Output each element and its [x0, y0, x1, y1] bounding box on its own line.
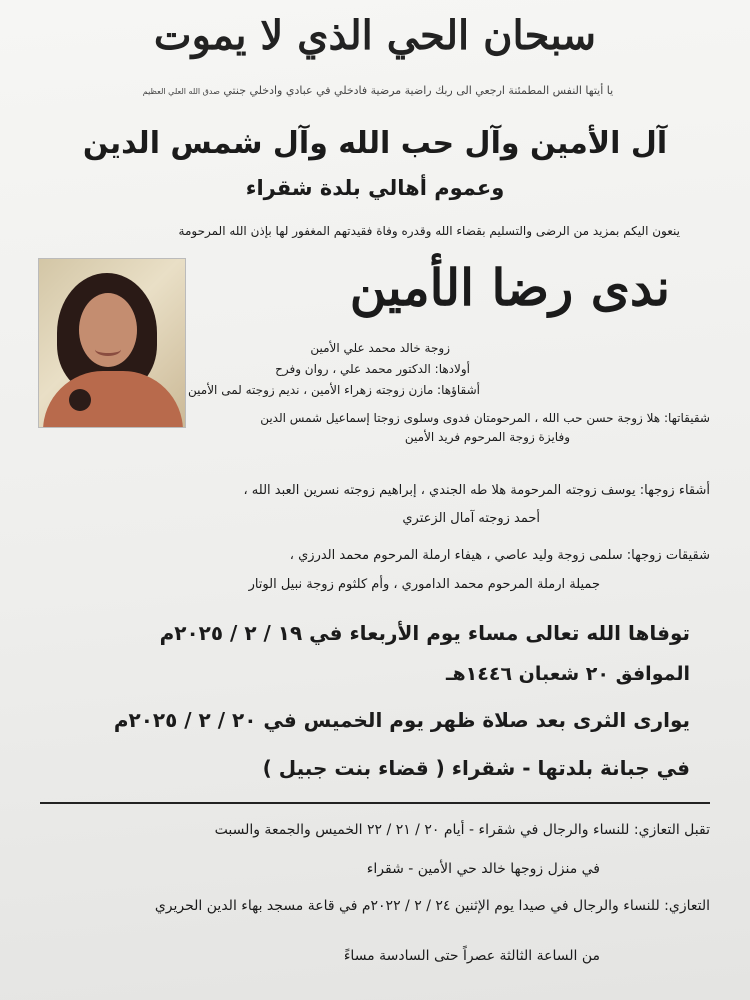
condolences-shaqra-line: تقبل التعازي: للنساء والرجال في شقراء - أيام ٢٠ / ٢١ / ٢٢ الخميس والجمعة والسبت: [214, 822, 710, 838]
deceased-photo: [38, 258, 186, 428]
brothers-line: أشقاؤها: مازن زوجته زهراء الأمين ، نديم زوجته لمى الأمين: [188, 383, 480, 397]
inlaw-brothers-line: أشقاء زوجها: يوسف زوجته المرحومة هلا طه الجندي ، إبراهيم زوجته نسرين العبد الله ،: [243, 483, 710, 498]
inlaw-sisters-line: شقيقات زوجها: سلمى زوجة وليد عاصي ، هيفاء ارملة المرحوم محمد الدرزي ،: [289, 548, 710, 563]
calligraphy-header: سبحان الحي الذي لا يموت: [153, 12, 597, 59]
inlaw-sisters-line-continued: جميلة ارملة المرحوم محمد الداموري ، وأم كلثوم زوجة نبيل الوتار: [248, 577, 600, 592]
condolences-shaqra-location: في منزل زوجها خالد حي الأمين - شقراء: [366, 861, 600, 877]
verse-source: صدق الله العلي العظيم: [142, 87, 220, 96]
condolences-saida-hours: من الساعة الثالثة عصراً حتى السادسة مساءً: [343, 948, 600, 964]
townsfolk-heading: وعموم أهالي بلدة شقراء: [245, 176, 505, 200]
husband-line: زوجة خالد محمد علي الأمين: [310, 341, 450, 355]
intro-text: ينعون اليكم بمزيد من الرضى والتسليم بقضاء الله وقدره وفاة فقيدتهم المغفور لها بإذن الله المرحومة: [178, 224, 680, 238]
inlaw-brothers-line-continued: أحمد زوجته آمال الزعتري: [402, 511, 540, 526]
hijri-date-line: الموافق ٢٠ شعبان ١٤٤٦هـ: [445, 663, 690, 685]
deceased-name: ندى رضا الأمين: [349, 258, 670, 317]
verse-text: يا أيتها النفس المطمئنة ارجعي الى ربك راضية مرضية فادخلي في عبادي وادخلي جنتي: [223, 84, 614, 97]
divider: [40, 802, 710, 804]
families-heading: آل الأمين وآل حب الله وآل شمس الدين: [82, 126, 668, 161]
flower-icon: [69, 389, 91, 411]
condolences-saida-line: التعازي: للنساء والرجال في صيدا يوم الإثنين ٢٤ / ٢ / ٢٠٢٢م في قاعة مسجد بهاء الدين الحريري: [154, 898, 710, 914]
sisters-line: شقيقاتها: هلا زوجة حسن حب الله ، المرحومتان فدوى وسلوى زوجتا إسماعيل شمس الدين: [260, 411, 710, 425]
burial-line: يوارى الثرى بعد صلاة ظهر يوم الخميس في ٢٠ / ٢ / ٢٠٢٥م: [113, 708, 690, 732]
burial-location-line: في جبانة بلدتها - شقراء ( قضاء بنت جبيل ): [262, 756, 690, 780]
children-line: أولادها: الدكتور محمد علي ، روان وفرح: [275, 362, 470, 376]
sisters-line-continued: وفايزة زوجة المرحوم فريد الأمين: [404, 430, 570, 444]
quran-verse: [0, 84, 750, 97]
death-date-line: توفاها الله تعالى مساء يوم الأربعاء في ١٩ / ٢ / ٢٠٢٥م: [159, 621, 690, 645]
